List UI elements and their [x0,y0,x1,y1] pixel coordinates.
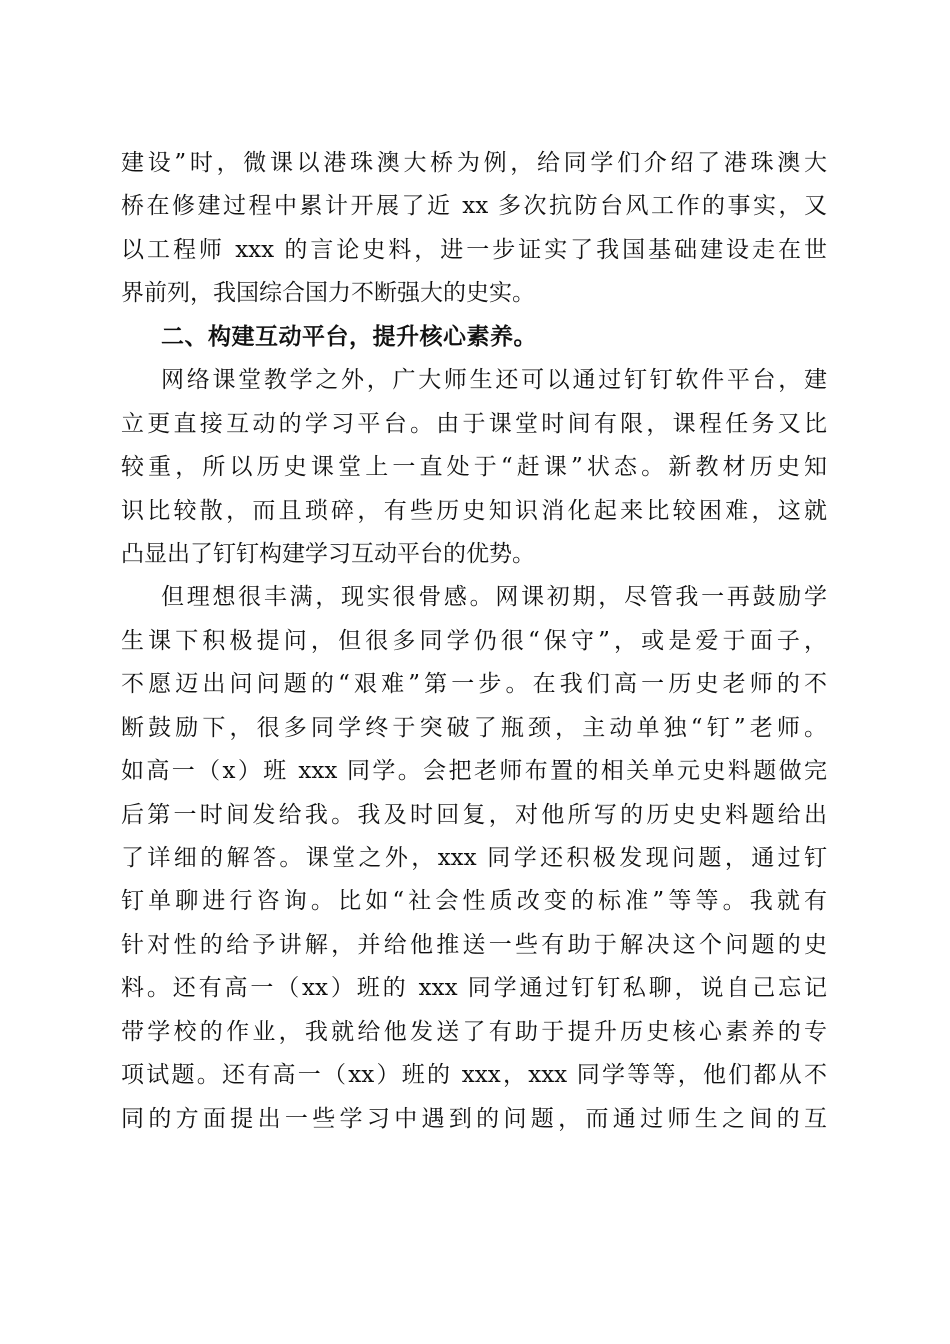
paragraph-line: 以工程师 xxx 的言论史料，进一步证实了我国基础建设走在世 [121,236,827,263]
paragraph-line: 网络课堂教学之外，广大师生还可以通过钉钉软件平台，建 [161,367,827,394]
paragraph-line: 了详细的解答。课堂之外，xxx 同学还积极发现问题，通过钉 [121,845,827,871]
paragraph-line: 生课下积极提问，但很多同学仍很“保守”，或是爱于面子， [121,627,827,654]
paragraph-line: 立更直接互动的学习平台。由于课堂时间有限，课程任务又比 [121,410,827,437]
paragraph-line: 不愿迈出问问题的“艰难”第一步。在我们高一历史老师的不 [121,671,827,698]
paragraph-line: 带学校的作业，我就给他发送了有助于提升历史核心素养的专 [121,1018,827,1045]
paragraph-line: 较重，所以历史课堂上一直处于“赶课”状态。新教材历史知 [121,454,827,481]
paragraph-line: 同的方面提出一些学习中遇到的问题，而通过师生之间的互 [121,1105,827,1132]
paragraph-line: 钉单聊进行咨询。比如“社会性质改变的标准”等等。我就有 [121,888,827,915]
paragraph-line: 识比较散，而且琐碎，有些历史知识消化起来比较困难，这就 [121,497,827,524]
paragraph-line: 如高一（x）班 xxx 同学。会把老师布置的相关单元史料题做完 [121,758,827,785]
paragraph-line: 但理想很丰满，现实很骨感。网课初期，尽管我一再鼓励学 [161,584,827,611]
document-body [121,142,827,1141]
paragraph-line: 后第一时间发给我。我及时回复，对他所写的历史史料题给出 [121,801,827,828]
paragraph-line: 断鼓励下，很多同学终于突破了瓶颈，主动单独“钉”老师。 [121,714,827,741]
paragraph-line: 项试题。还有高一（xx）班的 xxx，xxx 同学等等，他们都从不 [121,1062,827,1089]
paragraph-line: 建设”时，微课以港珠澳大桥为例，给同学们介绍了港珠澳大 [121,150,827,176]
paragraph-line: 料。还有高一（xx）班的 xxx 同学通过钉钉私聊，说自己忘记 [121,975,827,1002]
section-heading: 二、构建互动平台，提升核心素养。 [161,323,537,350]
paragraph-line: 针对性的给予讲解，并给他推送一些有助于解决这个问题的史 [121,931,827,958]
paragraph-line: 桥在修建过程中累计开展了近 xx 多次抗防台风工作的事实，又 [121,193,827,220]
paragraph-line: 界前列，我国综合国力不断强大的史实。 [121,280,535,307]
paragraph-line: 凸显出了钉钉构建学习互动平台的优势。 [121,540,535,567]
